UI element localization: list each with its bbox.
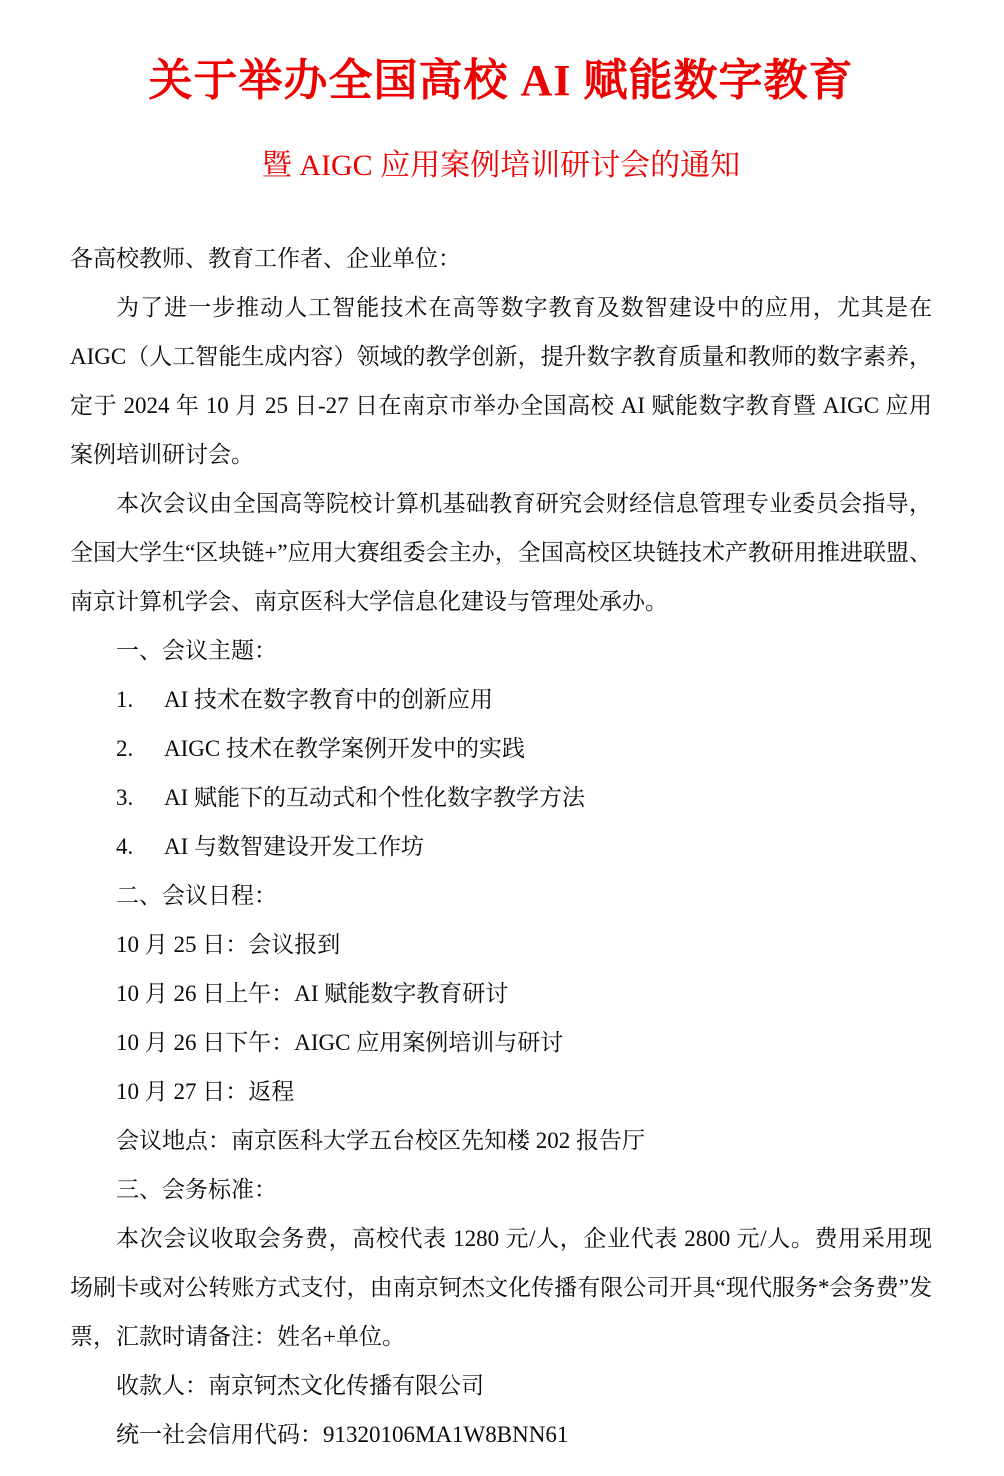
schedule-line-4: 10 月 27 日：返程 bbox=[116, 1078, 295, 1104]
payee-line: 收款人：南京钶杰文化传播有限公司 bbox=[116, 1372, 484, 1398]
document-title-line2: 暨 AIGC 应用案例培训研讨会的通知 bbox=[261, 148, 741, 182]
topic-item-text: AI 赋能下的互动式和个性化数字教学方法 bbox=[164, 784, 586, 810]
topic-item-text: AI 与数智建设开发工作坊 bbox=[164, 833, 425, 859]
salutation-line: 各高校教师、教育工作者、企业单位： bbox=[70, 245, 461, 271]
topic-list-item-4 bbox=[70, 822, 932, 871]
topic-item-text: AI 技术在数字教育中的创新应用 bbox=[164, 686, 494, 712]
topic-list-item-1 bbox=[70, 675, 932, 724]
topic-list-item-3 bbox=[70, 773, 932, 822]
topic-item-number: 2. bbox=[116, 735, 134, 761]
venue-line: 会议地点：南京医科大学五台校区先知楼 202 报告厅 bbox=[116, 1127, 645, 1153]
topic-item-number: 4. bbox=[116, 833, 134, 859]
topic-item-text: AIGC 技术在教学案例开发中的实践 bbox=[164, 735, 525, 761]
document-body bbox=[70, 234, 932, 1459]
schedule-line-2: 10 月 26 日上午：AI 赋能数字教育研讨 bbox=[116, 980, 509, 1006]
topic-item-number: 3. bbox=[116, 784, 134, 810]
intro-paragraph: 为了进一步推动人工智能技术在高等数字教育及数智建设中的应用，尤其是在 AIGC（人工智能生成内容）领域的教学创新，提升数字教育质量和教师的数字素养，定于 2024 年 10 月 25 日-27 日在南京市举办全国高校 AI 赋能数字教育暨 AIGC 应用案例培训研讨会。 bbox=[70, 294, 932, 467]
credit-code-line: 统一社会信用代码：91320106MA1W8BNN61 bbox=[116, 1421, 569, 1447]
schedule-line-1: 10 月 25 日：会议报到 bbox=[116, 931, 341, 957]
document-title-line1: 关于举办全国高校 AI 赋能数字教育 bbox=[148, 56, 854, 105]
organizers-paragraph: 本次会议由全国高等院校计算机基础教育研究会财经信息管理专业委员会指导，全国大学生“区块链+”应用大赛组委会主办，全国高校区块链技术产教研用推进联盟、南京计算机学会、南京医科大学信息化建设与管理处承办。 bbox=[70, 490, 932, 614]
section3-heading: 三、会务标准： bbox=[116, 1176, 277, 1202]
fee-paragraph: 本次会议收取会务费，高校代表 1280 元/人，企业代表 2800 元/人。费用采用现场刷卡或对公转账方式支付，由南京钶杰文化传播有限公司开具“现代服务*会务费”发票，汇款时请备注：姓名+单位。 bbox=[70, 1225, 932, 1349]
section1-heading: 一、会议主题： bbox=[116, 637, 277, 663]
topic-list-item-2 bbox=[70, 724, 932, 773]
section2-heading: 二、会议日程： bbox=[116, 882, 277, 908]
schedule-line-3: 10 月 26 日下午：AIGC 应用案例培训与研讨 bbox=[116, 1029, 564, 1055]
topic-item-number: 1. bbox=[116, 686, 134, 712]
